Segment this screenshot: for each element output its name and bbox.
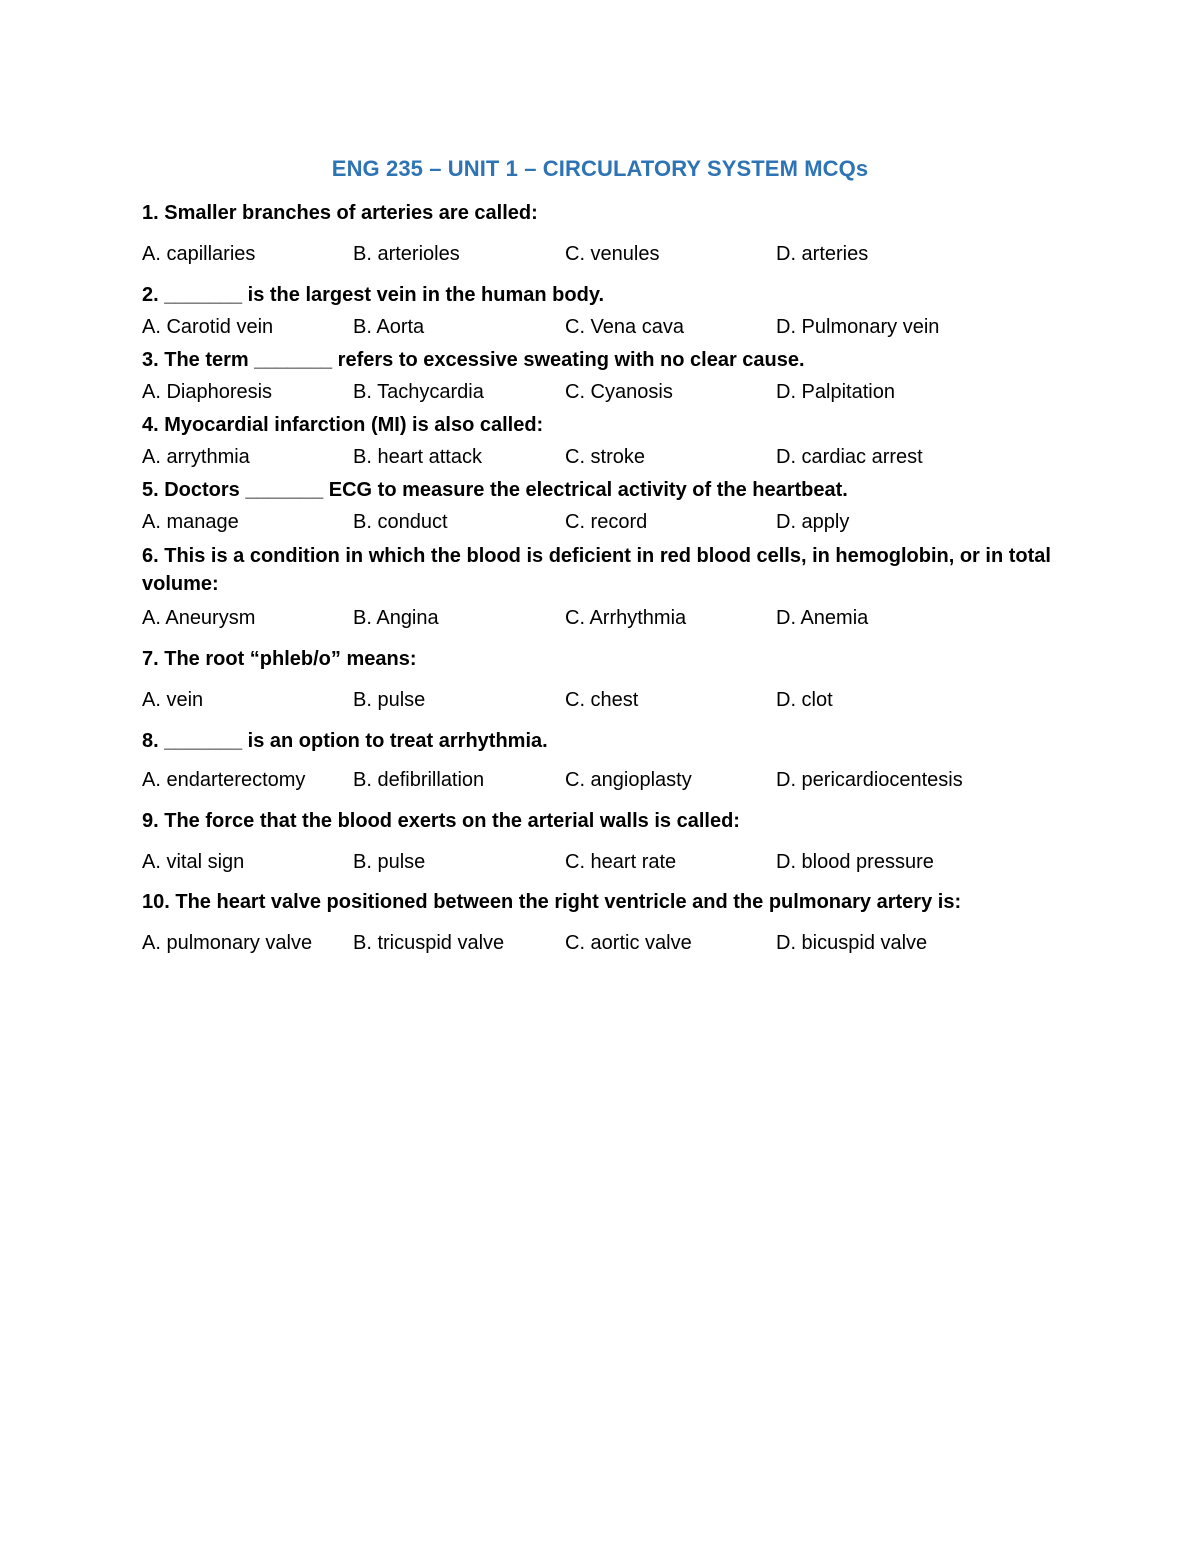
option-d: D. Anemia	[776, 607, 869, 629]
question-8: 8. _______ is an option to treat arrhythmia.	[142, 730, 548, 752]
question-4-options	[142, 443, 1077, 471]
option-c: C. Vena cava	[565, 316, 684, 338]
option-b: B. arterioles	[353, 243, 460, 265]
question-7: 7. The root “phleb/o” means:	[142, 648, 417, 670]
option-c: C. chest	[565, 689, 639, 711]
option-d: D. Palpitation	[776, 381, 895, 403]
option-d: D. clot	[776, 689, 833, 711]
option-b: B. pulse	[353, 689, 426, 711]
option-c: C. angioplasty	[565, 769, 692, 791]
option-a: A. Diaphoresis	[142, 381, 273, 403]
question-2-options	[142, 313, 1077, 341]
option-b: B. pulse	[353, 851, 426, 873]
option-a: A. manage	[142, 511, 239, 533]
question-6: 6. This is a condition in which the blood is deficient in red blood cells, in hemoglobin, or in total volume:	[142, 545, 1051, 595]
option-b: B. Angina	[353, 607, 439, 629]
question-8-options	[142, 766, 1077, 794]
option-a: A. Aneurysm	[142, 607, 256, 629]
question-1-options	[142, 240, 1077, 268]
option-a: A. vein	[142, 689, 204, 711]
option-c: C. record	[565, 511, 648, 533]
question-10-options	[142, 929, 1077, 957]
option-d: D. Pulmonary vein	[776, 316, 940, 338]
question-1: 1. Smaller branches of arteries are called:	[142, 202, 538, 224]
option-d: D. pericardiocentesis	[776, 769, 963, 791]
question-2: 2. _______ is the largest vein in the human body.	[142, 284, 605, 306]
option-b: B. heart attack	[353, 446, 482, 468]
option-c: C. venules	[565, 243, 660, 265]
question-5: 5. Doctors _______ ECG to measure the electrical activity of the heartbeat.	[142, 479, 848, 501]
option-b: B. tricuspid valve	[353, 932, 505, 954]
option-d: D. bicuspid valve	[776, 932, 928, 954]
option-b: B. Tachycardia	[353, 381, 484, 403]
option-b: B. Aorta	[353, 316, 425, 338]
option-b: B. conduct	[353, 511, 448, 533]
question-7-options	[142, 686, 1077, 714]
option-a: A. arrythmia	[142, 446, 250, 468]
option-a: A. Carotid vein	[142, 316, 274, 338]
question-6-options	[142, 604, 1077, 632]
option-c: C. Cyanosis	[565, 381, 673, 403]
document-title: ENG 235 – UNIT 1 – CIRCULATORY SYSTEM MCQs	[331, 156, 869, 181]
option-b: B. defibrillation	[353, 769, 485, 791]
option-c: C. heart rate	[565, 851, 677, 873]
question-3-options	[142, 378, 1077, 406]
question-3: 3. The term _______ refers to excessive sweating with no clear cause.	[142, 349, 805, 371]
question-9: 9. The force that the blood exerts on the arterial walls is called:	[142, 810, 740, 832]
option-d: D. blood pressure	[776, 851, 934, 873]
option-a: A. capillaries	[142, 243, 256, 265]
option-c: C. stroke	[565, 446, 646, 468]
option-a: A. vital sign	[142, 851, 245, 873]
option-c: C. Arrhythmia	[565, 607, 687, 629]
question-4: 4. Myocardial infarction (MI) is also called:	[142, 414, 544, 436]
option-a: A. endarterectomy	[142, 769, 306, 791]
option-c: C. aortic valve	[565, 932, 692, 954]
option-d: D. cardiac arrest	[776, 446, 923, 468]
option-d: D. arteries	[776, 243, 869, 265]
question-9-options	[142, 848, 1077, 876]
question-5-options	[142, 508, 1077, 536]
option-a: A. pulmonary valve	[142, 932, 313, 954]
option-d: D. apply	[776, 511, 850, 533]
question-10: 10. The heart valve positioned between the right ventricle and the pulmonary artery is:	[142, 891, 962, 913]
